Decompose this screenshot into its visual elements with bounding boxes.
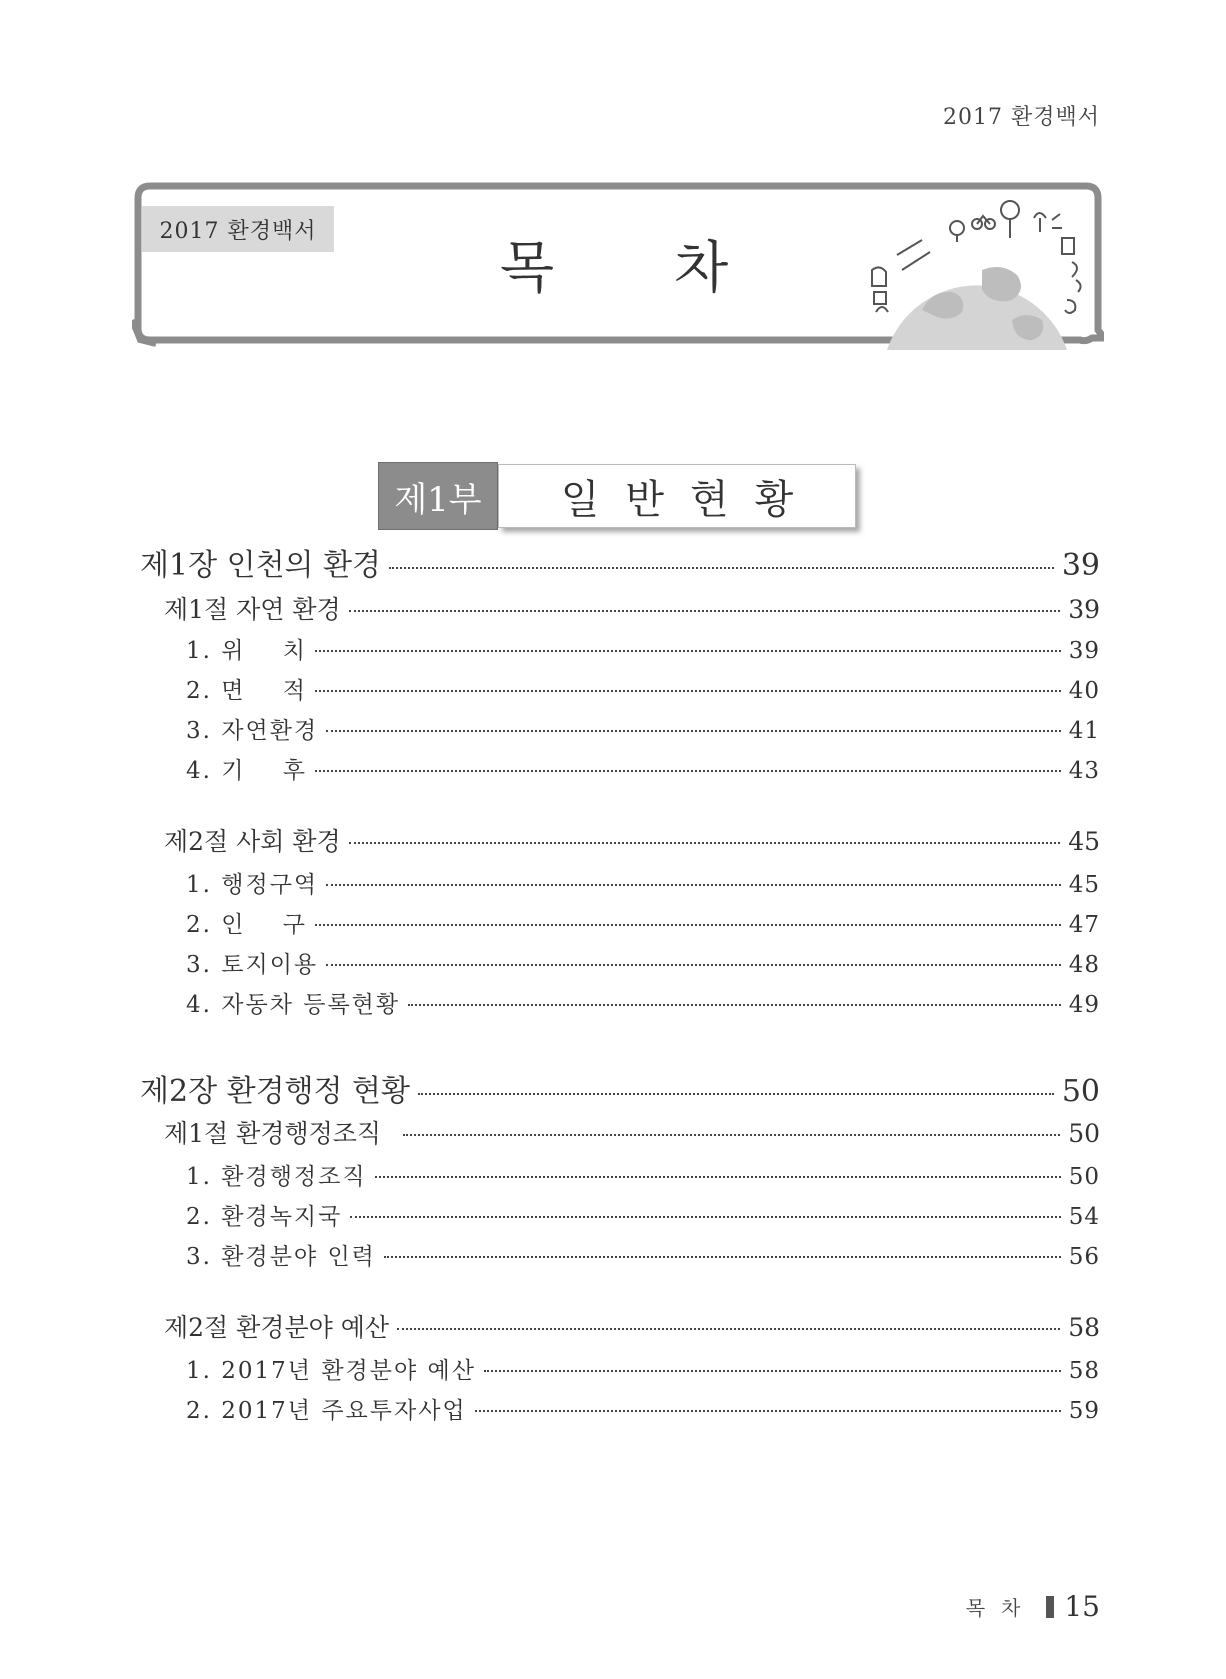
dot-leader	[326, 884, 1061, 886]
dot-leader	[315, 690, 1061, 692]
toc-item-label: 1. 위 치	[186, 638, 307, 664]
toc-item[interactable]	[186, 1158, 1100, 1191]
toc-page-number: 50	[1068, 1164, 1100, 1190]
toc-section-label: 제2절 환경분야 예산	[164, 1313, 389, 1342]
toc-chapter-1[interactable]	[140, 540, 1100, 584]
toc-page-number: 47	[1068, 912, 1100, 938]
running-header: 2017 환경백서	[943, 105, 1100, 130]
toc-chapter-2[interactable]	[140, 1066, 1100, 1110]
dot-leader	[375, 1176, 1061, 1178]
toc-page-number: 49	[1068, 992, 1100, 1018]
toc-item[interactable]	[186, 866, 1100, 899]
toc-item-label: 4. 자동차 등록현황	[186, 992, 401, 1018]
page-footer	[966, 1590, 1100, 1623]
toc-item-label: 2. 면 적	[186, 678, 307, 704]
toc-section-label: 제1절 환경행정조직	[164, 1119, 382, 1148]
toc-page-number: 43	[1068, 758, 1100, 784]
toc-item[interactable]	[186, 1392, 1100, 1425]
toc-page-number: 50	[1068, 1119, 1100, 1148]
toc-section-1-1[interactable]	[164, 590, 1100, 626]
dot-leader	[326, 730, 1061, 732]
toc-item[interactable]	[186, 1238, 1100, 1271]
toc-item[interactable]	[186, 712, 1100, 745]
dot-leader	[403, 1134, 1060, 1136]
toc-section-label: 제2절 사회 환경	[164, 827, 341, 856]
toc-item-label: 1. 행정구역	[186, 872, 319, 898]
dot-leader	[384, 1256, 1061, 1258]
toc-item-label: 2. 인 구	[186, 912, 307, 938]
toc-item-label: 1. 2017년 환경분야 예산	[186, 1358, 476, 1384]
toc-chapter-label: 제1장 인천의 환경	[140, 548, 382, 583]
globe-eco-illustration-icon	[862, 200, 1092, 350]
toc-item[interactable]	[186, 946, 1100, 979]
toc-section-1-2[interactable]	[164, 822, 1100, 858]
toc-section-2-1[interactable]	[164, 1114, 1100, 1150]
dot-leader	[315, 924, 1061, 926]
footer-bar-icon	[1046, 1596, 1054, 1618]
footer-page-number: 15	[1064, 1590, 1100, 1623]
dot-leader	[389, 567, 1054, 569]
toc-item[interactable]	[186, 1352, 1100, 1385]
dot-leader	[349, 842, 1060, 844]
toc-item-label: 3. 토지이용	[186, 952, 319, 978]
toc-page-number: 40	[1068, 678, 1100, 704]
toc-item-label: 4. 기 후	[186, 758, 307, 784]
toc-item[interactable]	[186, 986, 1100, 1019]
dot-leader	[475, 1410, 1061, 1412]
toc-item-label: 3. 자연환경	[186, 718, 319, 744]
toc-page-number: 58	[1068, 1358, 1100, 1384]
part-number: 제1부	[378, 462, 498, 530]
dot-leader	[484, 1370, 1061, 1372]
toc-page-number: 45	[1068, 872, 1100, 898]
toc-page-number: 41	[1068, 718, 1100, 744]
toc-page-number: 39	[1061, 548, 1100, 583]
toc-page-number: 58	[1068, 1313, 1100, 1342]
dot-leader	[418, 1093, 1054, 1095]
toc-item[interactable]	[186, 906, 1100, 939]
toc-item[interactable]	[186, 1198, 1100, 1231]
dot-leader	[349, 610, 1060, 612]
page-title: 목차	[500, 236, 849, 301]
dot-leader	[326, 964, 1061, 966]
toc-page-number: 54	[1068, 1204, 1100, 1230]
toc-item-label: 2. 환경녹지국	[186, 1204, 343, 1230]
dot-leader	[408, 1004, 1061, 1006]
part-banner	[378, 462, 858, 530]
footer-label: 목차	[965, 1596, 1037, 1620]
toc-item-label: 1. 환경행정조직	[186, 1164, 367, 1190]
toc-page-number: 56	[1068, 1244, 1100, 1270]
title-tag: 2017 환경백서	[142, 206, 334, 252]
part-title: 일반현황	[498, 464, 856, 528]
dot-leader	[397, 1328, 1060, 1330]
toc-item-label: 2. 2017년 주요투자사업	[186, 1398, 467, 1424]
toc-section-label: 제1절 자연 환경	[164, 595, 341, 624]
toc-item[interactable]	[186, 752, 1100, 785]
toc-page-number: 59	[1068, 1398, 1100, 1424]
toc-item[interactable]	[186, 672, 1100, 705]
toc-page-number: 48	[1068, 952, 1100, 978]
toc-page-number: 50	[1061, 1074, 1100, 1109]
toc-page-number: 39	[1068, 638, 1100, 664]
toc-page-number: 39	[1068, 595, 1100, 624]
dot-leader	[315, 650, 1061, 652]
toc-chapter-label: 제2장 환경행정 현황	[140, 1074, 410, 1109]
dot-leader	[315, 770, 1061, 772]
toc-section-2-2[interactable]	[164, 1308, 1100, 1344]
toc-item[interactable]	[186, 632, 1100, 665]
toc-item-label: 3. 환경분야 인력	[186, 1244, 376, 1270]
toc-page-number: 45	[1068, 827, 1100, 856]
dot-leader	[350, 1216, 1060, 1218]
